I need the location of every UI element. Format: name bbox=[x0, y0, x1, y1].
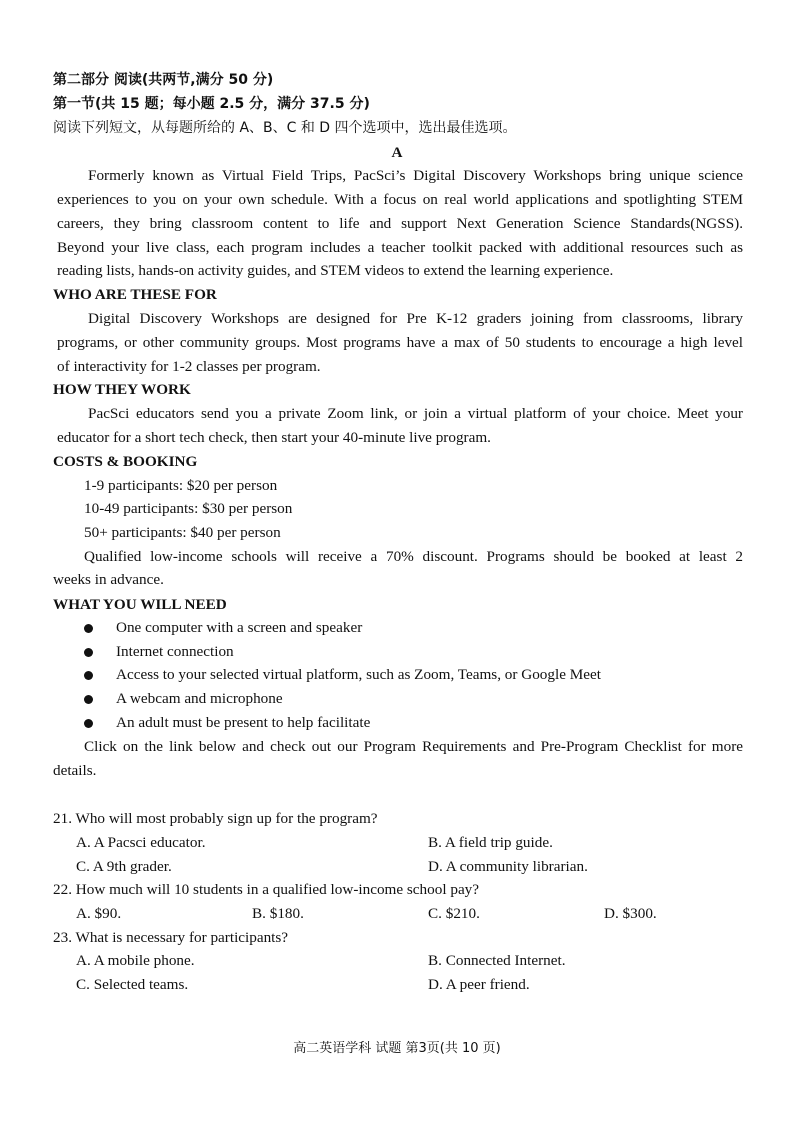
who-line: programs, or other community groups. Most programs have a max of 50 students to encourage a high level bbox=[57, 334, 743, 351]
closing-line: details. bbox=[53, 762, 97, 779]
page-footer: 高二英语学科 试题 第3页(共 10 页) bbox=[293, 1041, 501, 1056]
discount-line: weeks in advance. bbox=[53, 571, 164, 588]
discount-line: Qualified low-income schools will receive a 70% discount. Programs should be booked at least 2 bbox=[84, 548, 743, 565]
question-stem: 23. What is necessary for participants? bbox=[53, 929, 289, 946]
question-option: A. A mobile phone. bbox=[76, 952, 195, 969]
who-heading: WHO ARE THESE FOR bbox=[53, 286, 217, 303]
instruction-text: 阅读下列短文，从每题所给的 A、B、C 和 D 四个选项中，选出最佳选项。 bbox=[53, 120, 517, 136]
cost-item: 1-9 participants: $20 per person bbox=[84, 477, 278, 494]
bullet-icon bbox=[84, 671, 93, 680]
how-heading: HOW THEY WORK bbox=[53, 381, 191, 398]
bullet-icon bbox=[84, 695, 93, 704]
cost-item: 10-49 participants: $30 per person bbox=[84, 500, 293, 517]
how-line: PacSci educators send you a private Zoom link, or join a virtual platform of your choice. Meet your bbox=[88, 405, 743, 422]
question-option: B. Connected Internet. bbox=[428, 952, 566, 969]
part-heading: 第二部分 阅读(共两节,满分 50 分) bbox=[53, 72, 274, 88]
need-item: An adult must be present to help facilitate bbox=[116, 714, 371, 731]
intro-line: careers, they bring classroom content to life and support Next Generation Science Standards(NGSS). bbox=[57, 215, 743, 232]
how-line: educator for a short tech check, then start your 40-minute live program. bbox=[57, 429, 491, 446]
question-option: C. A 9th grader. bbox=[76, 858, 172, 875]
need-item: Access to your selected virtual platform, such as Zoom, Teams, or Google Meet bbox=[116, 666, 601, 683]
bullet-icon bbox=[84, 719, 93, 728]
question-option: D. A peer friend. bbox=[428, 976, 530, 993]
passage-letter: A bbox=[391, 144, 403, 161]
question-option: A. $90. bbox=[76, 905, 122, 922]
question-option: A. A Pacsci educator. bbox=[76, 834, 206, 851]
need-item: Internet connection bbox=[116, 643, 234, 660]
who-line: Digital Discovery Workshops are designed for Pre K-12 graders joining from classrooms, library bbox=[88, 310, 743, 327]
who-line: of interactivity for 1-2 classes per program. bbox=[57, 358, 321, 375]
question-option: B. $180. bbox=[252, 905, 304, 922]
need-item: A webcam and microphone bbox=[116, 690, 283, 707]
question-stem: 22. How much will 10 students in a qualified low-income school pay? bbox=[53, 881, 480, 898]
intro-line: experiences to you on your own schedule. With a focus on real world applications and spotlighting STEM bbox=[57, 191, 743, 208]
cost-item: 50+ participants: $40 per person bbox=[84, 524, 281, 541]
need-item: One computer with a screen and speaker bbox=[116, 619, 363, 636]
need-heading: WHAT YOU WILL NEED bbox=[53, 596, 227, 613]
question-option: C. $210. bbox=[428, 905, 480, 922]
question-option: D. A community librarian. bbox=[428, 858, 588, 875]
question-option: B. A field trip guide. bbox=[428, 834, 553, 851]
intro-line: Formerly known as Virtual Field Trips, PacSci’s Digital Discovery Workshops bring unique science bbox=[88, 167, 743, 184]
section-heading: 第一节(共 15 题；每小题 2.5 分，满分 37.5 分) bbox=[53, 96, 370, 112]
question-option: D. $300. bbox=[604, 905, 657, 922]
question-option: C. Selected teams. bbox=[76, 976, 189, 993]
closing-line: Click on the link below and check out our Program Requirements and Pre-Program Checklist for more bbox=[84, 738, 743, 755]
bullet-icon bbox=[84, 624, 93, 633]
bullet-icon bbox=[84, 648, 93, 657]
costs-heading: COSTS & BOOKING bbox=[53, 453, 198, 470]
intro-line: Beyond your live class, each program includes a teacher toolkit packed with additional resources such as bbox=[57, 239, 743, 256]
question-stem: 21. Who will most probably sign up for the program? bbox=[53, 810, 378, 827]
intro-line: reading lists, hands-on activity guides, and STEM videos to extend the learning experience. bbox=[57, 262, 614, 279]
